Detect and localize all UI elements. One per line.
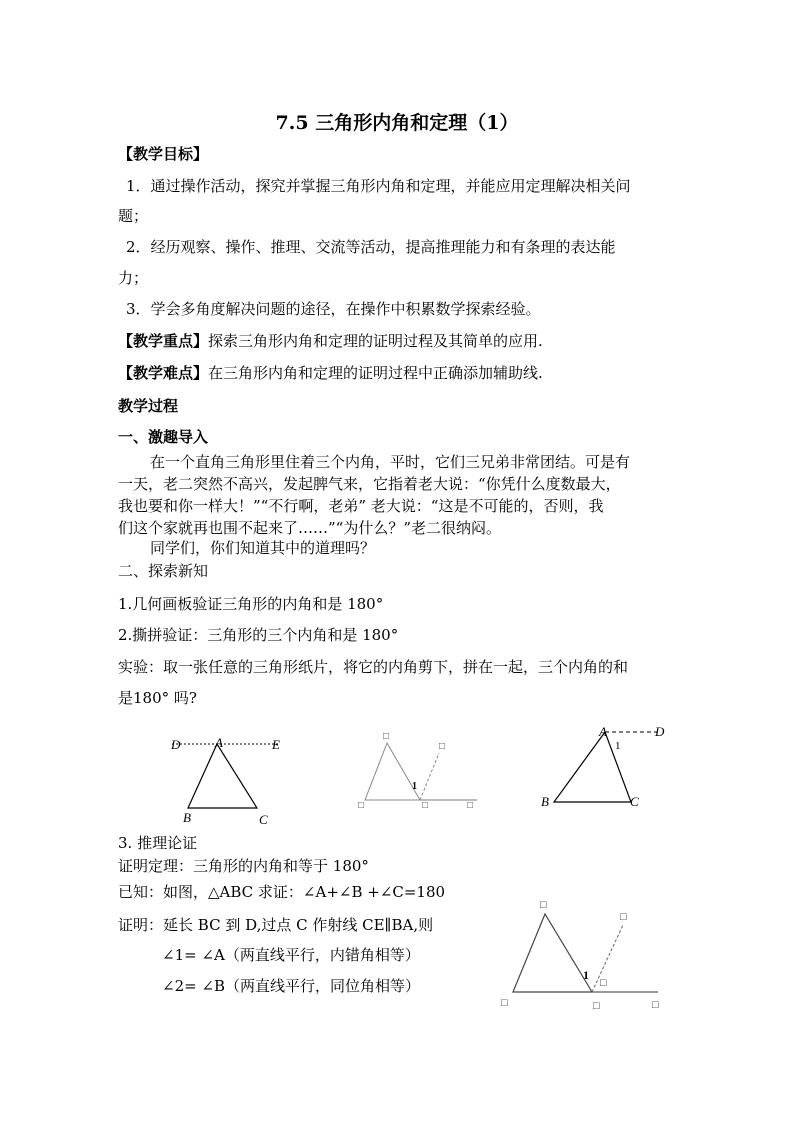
explore-item-2: 2.撕拼验证：三角形的三个内角和是 180° (118, 626, 399, 644)
fig4-box-d: □ (652, 999, 659, 1011)
theorem-statement: 证明定理：三角形的内角和等于 180° (118, 857, 369, 875)
fig1-label-d: D (171, 737, 181, 752)
story-line-3: 我也要和你一样大！”“不行啊，老弟” 老大说：“这是不可能的，否则，我 (118, 497, 604, 515)
fig4-box-top: □ (540, 899, 547, 911)
page-title: 7.5 三角形内角和定理（1） (275, 112, 519, 134)
proof-step-2: ∠2= ∠B（两直线平行，同位角相等） (162, 977, 421, 995)
difficulty (118, 362, 543, 384)
proof-step-1: ∠1= ∠A（两直线平行，内错角相等） (162, 946, 420, 964)
fig3-label-a: A (599, 724, 607, 739)
process-heading: 教学过程 (118, 397, 179, 415)
story-line-1: 在一个直角三角形里住着三个内角，平时，它们三兄弟非常团结。可是有 (150, 453, 631, 471)
experiment-line-1: 实验：取一张任意的三角形纸片，将它的内角剪下，拼在一起，三个内角的和 (118, 658, 629, 676)
fig3-label-c: C (630, 794, 639, 809)
fig4-box-angle: □ (600, 977, 607, 989)
fig4-box-c: □ (593, 1000, 600, 1012)
objective-3: 3．学会多角度解决问题的途径，在操作中积累数学探索经验。 (126, 300, 541, 318)
fig2-box-b: □ (358, 800, 365, 811)
fig2-box-c: □ (422, 800, 429, 811)
objective-1-line2: 题； (118, 207, 149, 225)
experiment-line-2: 是180° 吗? (118, 689, 197, 707)
objective-2-line1: 2．经历观察、操作、推理、交流等活动，提高推理能力和有条理的表达能 (126, 238, 616, 256)
section1-heading: 一、激趣导入 (118, 428, 209, 446)
fig4-box-b: □ (501, 997, 508, 1009)
key-point (118, 330, 543, 352)
fig3-angle-1: 1 (615, 740, 621, 752)
fig1-label-b: B (183, 810, 191, 825)
explore-item-1: 1.几何画板验证三角形的内角和是 180° (118, 595, 384, 613)
fig2-angle-1: 1 (412, 781, 417, 792)
story-line-4: 们这个家就再也围不起来了……”“为什么？”老二很纳闷。 (118, 519, 502, 537)
fig4-angle-1: 1 (583, 968, 589, 982)
fig2-box-ray: □ (439, 741, 446, 752)
fig2-box-top: □ (383, 731, 390, 742)
key-point-text: 探索三角形内角和定理的证明过程及其简单的应用. (208, 332, 543, 350)
proof-intro: 证明：延长 BC 到 D,过点 C 作射线 CE∥BA,则 (118, 916, 434, 934)
section2-heading: 二、探索新知 (118, 562, 209, 580)
objective-1-line1: 1．通过操作活动，探究并掌握三角形内角和定理，并能应用定理解决相关问 (126, 177, 631, 195)
fig3-label-d: D (655, 724, 665, 739)
figure-triangle-angle-1 (535, 722, 675, 817)
story-question: 同学们，你们知道其中的道理吗？ (150, 539, 376, 557)
objective-2-line2: 力； (118, 269, 149, 287)
figure-proof-triangle (495, 890, 675, 1015)
figure-triangle-parallel-line (160, 730, 300, 830)
given-statement: 已知：如图，△ABC 求证：∠A+∠B +∠C=180 (118, 883, 446, 901)
objectives-heading: 【教学目标】 (118, 145, 209, 163)
story-line-2: 一天，老二突然不高兴，发起脾气来，它指着老大说：“你凭什么度数最大， (118, 475, 621, 493)
fig1-label-a: A (215, 735, 223, 750)
fig1-label-e: E (272, 737, 280, 752)
difficulty-label: 【教学难点】 (118, 364, 209, 382)
fig4-box-ray: □ (620, 911, 627, 923)
section3-heading: 3. 推理论证 (118, 834, 198, 852)
key-point-label: 【教学重点】 (118, 332, 209, 350)
difficulty-text: 在三角形内角和定理的证明过程中正确添加辅助线. (208, 364, 543, 382)
fig2-box-d: □ (467, 800, 474, 811)
fig3-label-b: B (541, 794, 549, 809)
fig1-label-c: C (259, 812, 268, 827)
figure-triangle-ray (352, 728, 482, 818)
